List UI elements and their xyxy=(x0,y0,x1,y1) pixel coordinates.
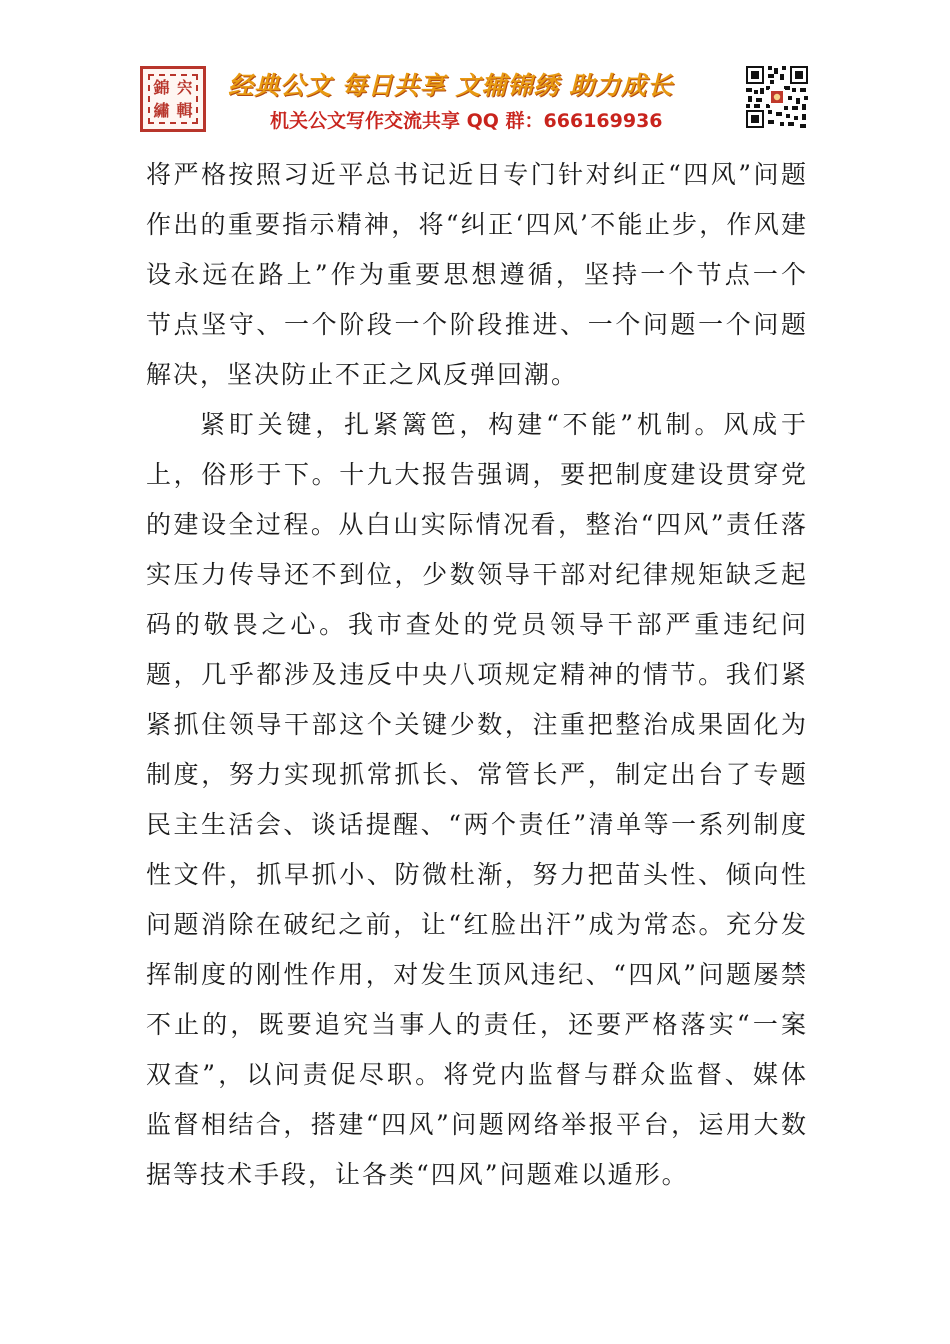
seal-char: 繡 xyxy=(153,100,170,120)
seal-char: 輯 xyxy=(176,100,193,120)
body-paragraph: 紧盯关键，扎紧篱笆，构建“不能”机制。风成于上，俗形于下。十九大报告强调，要把制度建设贯穿党的建设全过程。从白山实际情况看，整治“四风”责任落实压力传导还不到位，少数领导干部对纪律规矩缺乏起码的敬畏之心。我市查处的党员领导干部严重违纪问题，几乎都涉及违反中央八项规定精神的情节。我们紧紧抓住领导干部这个关键少数，注重把整治成果固化为制度，努力实现抓常抓长、常管长严，制定出台了专题民主生活会、谈话提醒、“两个责任”清单等一系列制度性文件，抓早抓小、防微杜渐，努力把苗头性、倾向性问题消除在破纪之前，让“红脸出汗”成为常态。充分发挥制度的刚性作用，对发生顶风违纪、“四风”问题屡禁不止的，既要追究当事人的责任，还要严格落实“一案双查”，以问责促尽职。将党内监督与群众监督、媒体监督相结合，搭建“四风”问题网络举报平台，运用大数据等技术手段，让各类“四风”问题难以遁形。 xyxy=(146,410,808,1189)
seal-char: 宍 xyxy=(176,77,193,97)
qr-code-icon xyxy=(744,64,810,130)
header-slogan: 经典公文 每日共享 文辅锦绣 助力成长 xyxy=(228,71,674,100)
page-header xyxy=(140,64,810,140)
seal-logo xyxy=(140,66,206,132)
seal-char: 錦 xyxy=(153,77,170,97)
body-paragraph: 将严格按照习近平总书记近日专门针对纠正“四风”问题作出的重要指示精神，将“纠正‘四风’不能止步，作风建设永远在路上”作为重要思想遵循，坚持一个节点一个节点坚守、一个阶段一个阶段推进、一个问题一个问题解决，坚决防止不正之风反弹回潮。 xyxy=(146,160,808,389)
document-body xyxy=(146,150,808,1200)
qq-group-line: 机关公文写作交流共享 QQ 群：666169936 xyxy=(270,110,663,132)
